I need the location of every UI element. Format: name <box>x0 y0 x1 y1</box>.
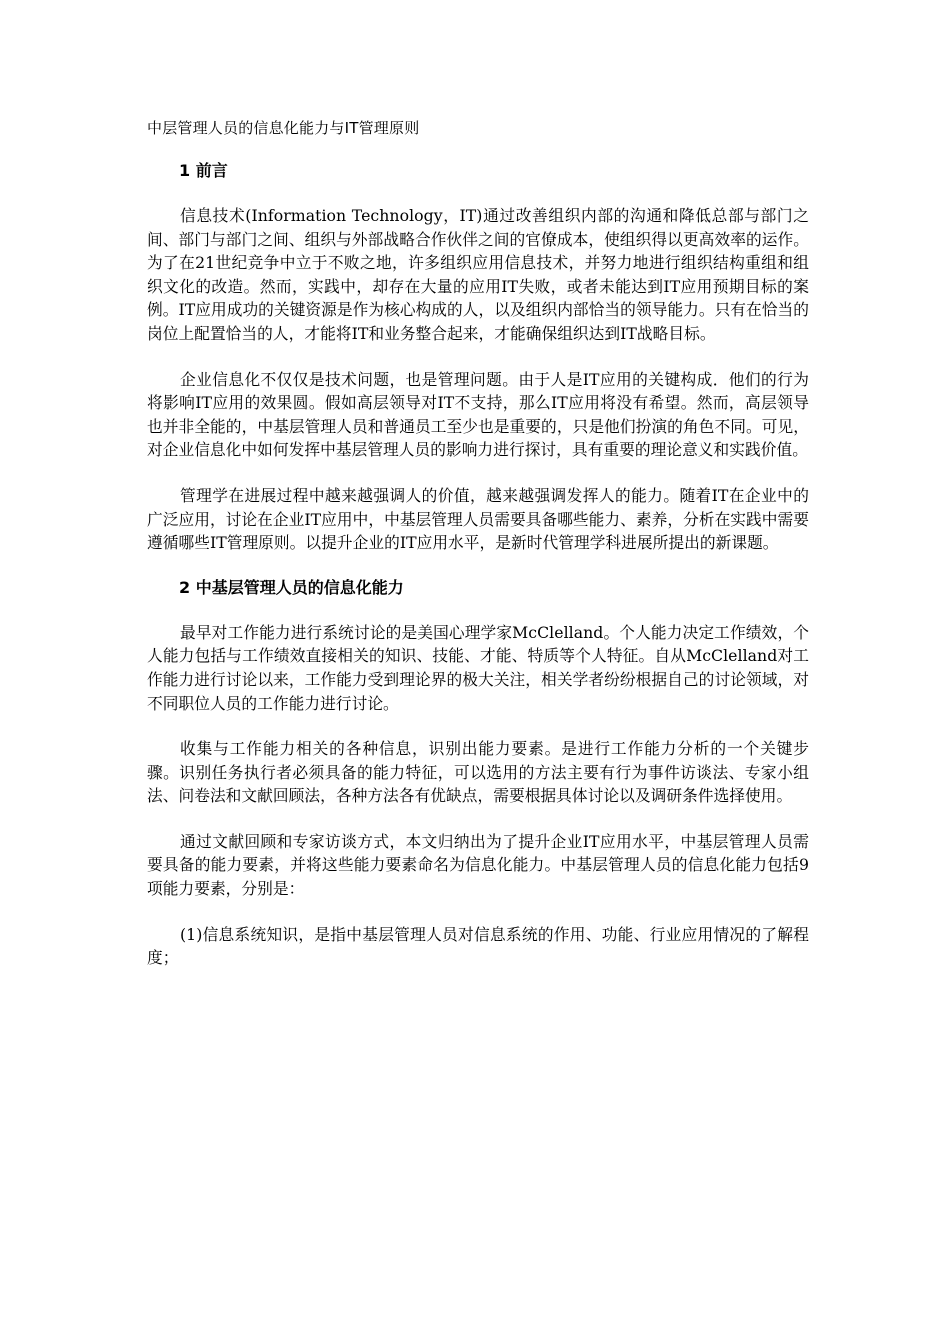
paragraph: 收集与工作能力相关的各种信息，识别出能力要素。是进行工作能力分析的一个关键步骤。识别任务执行者必须具备的能力特征，可以选用的方法主要有行为事件访谈法、专家小组法、问卷法和文献回顾法，各种方法各有优缺点，需要根据具体讨论以及调研条件选择使用。 <box>147 739 809 806</box>
paragraph: 管理学在进展过程中越来越强调人的价值，越来越强调发挥人的能力。随着IT在企业中的广泛应用，讨论在企业IT应用中，中基层管理人员需要具备哪些能力、素养，分析在实践中需要遵循哪些IT管理原则。以提升企业的IT应用水平，是新时代管理学科进展所提出的新课题。 <box>147 485 809 553</box>
paragraph: 信息技术(Information Technology，IT)通过改善组织内部的沟通和降低总部与部门之间、部门与部门之间、组织与外部战略合作伙伴之间的官僚成本，使组织得以更高效率的运作。为了在21世纪竞争中立于不败之地，许多组织应用信息技术，并努力地进行组织结构重组和组织文化的改造。然而，实践中，却存在大量的应用IT失败，或者未能达到IT应用预期目标的案例。IT应用成功的关键资源是作为核心构成的人，以及组织内部恰当的领导能力。只有在恰当的岗位上配置恰当的人，才能将IT和业务整合起来，才能确保组织达到IT战略目标。 <box>147 206 809 343</box>
document-page <box>147 118 809 992</box>
section-heading: 1 前言 <box>179 161 228 180</box>
list-item-paragraph: (1)信息系统知识，是指中基层管理人员对信息系统的作用、功能、行业应用情况的了解程度； <box>147 924 809 968</box>
paragraph: 最早对工作能力进行系统讨论的是美国心理学家McClelland。个人能力决定工作绩效，个人能力包括与工作绩效直接相关的知识、技能、才能、特质等个人特征。自从McClelland对工作能力进行讨论以来，工作能力受到理论界的极大关注，相关学者纷纷根据自己的讨论领域，对不同职位人员的工作能力进行讨论。 <box>147 622 809 713</box>
paragraph: 通过文献回顾和专家访谈方式，本文归纳出为了提升企业IT应用水平，中基层管理人员需要具备的能力要素，并将这些能力要素命名为信息化能力。中基层管理人员的信息化能力包括9项能力要素，分别是： <box>147 831 809 899</box>
paragraph: 企业信息化不仅仅是技术问题，也是管理问题。由于人是IT应用的关键构成．他们的行为将影响IT应用的效果圆。假如高层领导对IT不支持，那么IT应用将没有希望。然而，高层领导也并非全能的，中基层管理人员和普通员工至少也是重要的，只是他们扮演的角色不同。可见，对企业信息化中如何发挥中基层管理人员的影响力进行探讨，具有重要的理论意义和实践价值。 <box>147 369 809 460</box>
section-heading: 2 中基层管理人员的信息化能力 <box>179 577 404 597</box>
section-preface <box>147 160 809 555</box>
section-capabilities <box>147 577 809 970</box>
document-title: 中层管理人员的信息化能力与IT管理原则 <box>147 119 420 137</box>
